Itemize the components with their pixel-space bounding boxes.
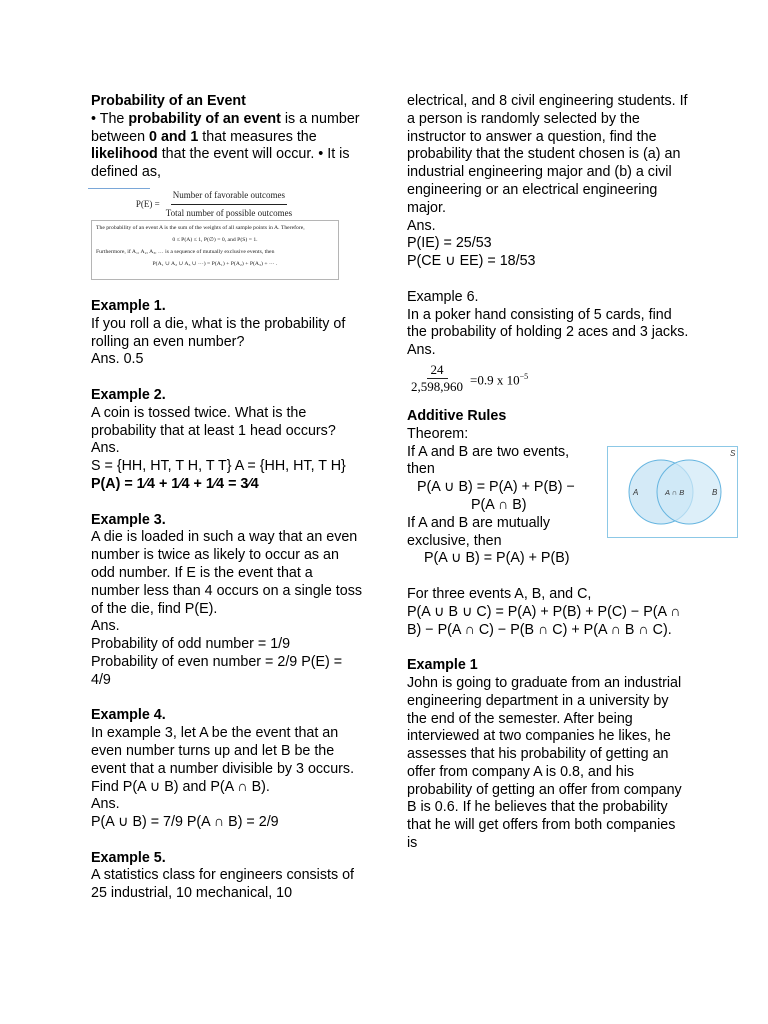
example-5-answer-a: P(IE) = 25/53 [407, 235, 492, 252]
mutually-exclusive-rule: P(A ∪ B) = P(A) + P(B) [424, 550, 570, 567]
example-2-answer-label: Ans. [91, 440, 120, 457]
union-rule-line2: P(A ∩ B) [471, 496, 527, 513]
venn-label-a: A [633, 487, 639, 497]
intro-paragraph: • The probability of an event is a number between 0 and 1 that measures the likelihood that the event will occur. • It is defined as, [91, 110, 360, 181]
additive-rules-section [407, 407, 736, 568]
example-3-odd: Probability of odd number = 1/9 [91, 636, 291, 653]
probability-formula-image [91, 189, 339, 280]
venn-label-ab: A ∩ B [665, 487, 685, 497]
example-3-even: Probability of even number = 2/9 P(E) = 4/9 [91, 653, 343, 688]
example-5-continued: electrical, and 8 civil engineering students. If a person is randomly selected by the instructor to answer a question, find the probability that the student chosen is (a) an industrial engineering major and (b) a civil engineering or an electrical engineering major. [407, 93, 688, 216]
section-heading: Probability of an Event [91, 93, 246, 109]
left-column [91, 93, 363, 903]
right-column [407, 93, 736, 853]
example-4-answer-label: Ans. [91, 796, 120, 813]
example-1-answer: Ans. 0.5 [91, 351, 144, 368]
venn-label-s: S [730, 448, 736, 458]
venn-label-b: B [712, 487, 718, 497]
example-1b-title: Example 1 [407, 657, 478, 674]
example-6-question: In a poker hand consisting of 5 cards, find the probability of holding 2 aces and 3 jacks. [407, 306, 689, 341]
highlight-line [88, 188, 150, 189]
answer-fraction: $\frac{24}{2,598,960}$ [411, 362, 463, 395]
example-4-result: P(A ∪ B) = 7/9 P(A ∩ B) = 2/9 [91, 814, 279, 831]
example-4-title: Example 4. [91, 707, 166, 724]
example-1b-text: John is going to graduate from an industrial engineering department in a university by the end of the semester. After being interviewed at two companies he likes, he assesses that his probability of getting an offer from company A is 0.8, and his probability of getting an offer from company B is 0.6. If he believes that the probability that he will get offers from both companies is [407, 674, 682, 852]
example-3-question: A die is loaded in such a way that an even number is twice as likely to occur as an odd number. If E is the event that a number less than 4 occurs on a single toss of the die, find P(E). [91, 529, 362, 617]
union-rule-line1: P(A ∪ B) = P(A) + P(B) − [417, 479, 575, 496]
example-2-question: A coin is tossed twice. What is the probability that at least 1 head occurs? [91, 404, 336, 439]
example-6-answer: $\frac{24}{2,598,960}$ =0.9 x $10^{-5}$ [407, 360, 689, 398]
probability-formula: P(E) = $\frac{\text{Number of favorable outcomes}}{\text{Total number of possible outcomes}}$ [91, 192, 339, 218]
example-5-question: A statistics class for engineers consists of 25 industrial, 10 mechanical, 10 [91, 867, 355, 902]
example-4-question: In example 3, let A be the event that an even number turns up and let B be the event that a number divisible by 3 occurs. Find P(A ∪ B) and P(A ∩ B). [91, 725, 355, 795]
three-events-intro: For three events A, B, and C, [407, 585, 592, 602]
theorem-condition: If A and B are two events, then [407, 443, 570, 478]
example-5-answer-b: P(CE ∪ EE) = 18/53 [407, 253, 536, 270]
example-3-title: Example 3. [91, 511, 166, 528]
mutually-exclusive-condition: If A and B are mutually exclusive, then [407, 514, 551, 549]
example-5-title: Example 5. [91, 849, 166, 866]
example-2-title: Example 2. [91, 386, 166, 403]
venn-diagram [607, 446, 738, 538]
example-2-answer: S = {HH, HT, T H, T T} A = {HH, HT, T H} P(A) = 1⁄4 + 1⁄4 + 1⁄4 = 3⁄4 [91, 458, 346, 492]
three-events-rule: P(A ∪ B ∪ C) = P(A) + P(B) + P(C) − P(A ∩ B) − P(A ∩ C) − P(B ∩ C) + P(A ∩ B ∩ C). [407, 603, 681, 638]
example-1-question: If you roll a die, what is the probability of rolling an even number? [91, 315, 346, 350]
example-5-answer-label: Ans. [407, 217, 436, 234]
theorem-label: Theorem: [407, 425, 469, 442]
formula-fraction: $\frac{\text{Number of favorable outcomes}}{\text{Total number of possible outcomes}}$ [164, 187, 294, 224]
example-6-title: Example 6. [407, 288, 479, 305]
example-3-answer-label: Ans. [91, 618, 120, 635]
example-1-title: Example 1. [91, 297, 166, 314]
definition-box: The probability of an event A is the sum of the weights of all sample points in A. Therefore, 0 ≤ P(A) ≤ 1, P(∅) = 0, and P(S) = 1. Furthermore, if A₁, A₂, A₃, … is a sequence of mutually exclusive events, then P(A₁ ∪ A₂ ∪ A₃ ∪ ···) = P(A₁) + P(A₂) + P(A₃) + ··· . [91, 220, 339, 280]
example-6-answer-label: Ans. [407, 342, 436, 359]
additive-rules-title: Additive Rules [407, 407, 507, 424]
